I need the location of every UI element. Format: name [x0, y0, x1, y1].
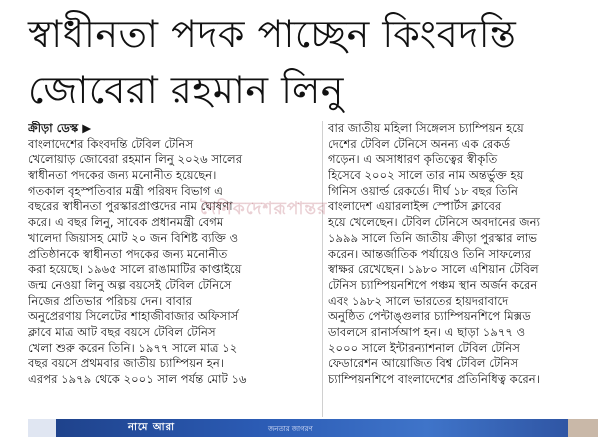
- left-column-lines: [28, 137, 320, 388]
- article-line: এরপর ১৯৭৯ থেকে ২০০১ সাল পর্যন্ত মোট ১৬: [28, 372, 247, 386]
- article-line: টেনিস চ্যাম্পিয়নশিপে পঞ্চম স্থান অর্জন করেন: [328, 277, 538, 292]
- article-line: করে। এ বছর লিনু, সাবেক প্রধানমন্ত্রী বেগম: [28, 215, 224, 230]
- article-line: খেলা শুরু করেন তিনি। ১৯৭৭ সালে মাত্র ১২: [28, 340, 238, 355]
- article-line: ২০০০ সালে ইন্টারন্যাশনাল টেবিল টেনিস: [328, 340, 520, 355]
- right-column-lines: [328, 121, 610, 388]
- article-line: স্বাক্ষর রেখেছেন। ১৯৮০ সালে এশিয়ান টেবিল: [328, 262, 539, 277]
- watermark: দৈনিকদেশরূপান্তর: [200, 199, 328, 219]
- article-line: নিজের প্রতিভার পরিচয় দেন। বাবার: [28, 293, 192, 308]
- article-line: হয়ে খেলেছেন। টেবিল টেনিসে অবদানের জন্য: [328, 215, 540, 230]
- article-line: খেলোয়াড় জোবেরা রহমান লিনু ২০২৬ সালের: [28, 152, 243, 167]
- article-line: গড়েন। এ অসাধারণ কৃতিত্বের স্বীকৃতি: [328, 152, 498, 167]
- article-line: দেশের টেবিল টেনিসে অনন্য এক রেকর্ড: [328, 136, 511, 151]
- article-line: ১৯৯৯ সালে তিনি জাতীয় ক্রীড়া পুরস্কার লাভ: [328, 230, 537, 245]
- article-line: করা হয়েছে। ১৯৬৫ সালে রাঙামাটির কাপ্তাইয়ে: [28, 262, 242, 277]
- banner-title: নামে আরা: [128, 422, 175, 433]
- article-column-right: [328, 121, 610, 388]
- article-line: গিনিস ওয়ার্ল্ড রেকর্ডে। দীর্ঘ ১৮ বছর তিনি: [328, 183, 518, 198]
- article-line: হিসেবে ২০০২ সালে তার নাম অন্তর্ভুক্ত হয়: [328, 168, 524, 183]
- column-divider: [322, 121, 323, 417]
- article-line: বাংলাদেশ এয়ারলাইন্স স্পোর্টস ক্লাবের: [328, 199, 502, 214]
- article-line: গতকাল বৃহস্পতিবার মন্ত্রী পরিষদ বিভাগ এ: [28, 183, 223, 198]
- article-line: করেন। আন্তর্জাতিক পর্যায়েও তিনি সাফল্যের: [328, 246, 532, 261]
- article-line: বছর বয়সে প্রথমবার জাতীয় চ্যাম্পিয়ন হন।: [28, 356, 224, 371]
- advertisement-banner: [28, 419, 598, 437]
- byline: ক্রীড়া ডেস্ক ▶: [28, 121, 92, 135]
- article-line: ক্লাবে মাত্র আট বছর বয়সে টেবিল টেনিস: [28, 324, 216, 339]
- banner-badge: [28, 419, 56, 437]
- article-line: বছরের স্বাধীনতা পুরস্কারপ্রাপ্তদের নাম ঘোষণা: [28, 199, 233, 214]
- article-line: বার জাতীয় মহিলা সিঙ্গেলস চ্যাম্পিয়ন হয়ে: [328, 121, 524, 135]
- banner-subtitle: জনতার জাগরণ: [268, 425, 313, 433]
- article-line: অনুপ্রেরণায় সিলেটের শাহাজীবাজার অফিসার্স: [28, 309, 239, 324]
- article-line: ফেডারেশন আয়োজিত বিশ্ব টেবিল টেনিস: [328, 356, 519, 371]
- banner-photo: [568, 419, 598, 437]
- article-line: চ্যাম্পিয়নশিপে বাংলাদেশের প্রতিনিধিত্ব করেন।: [328, 372, 540, 386]
- article-line: অনুষ্ঠিত পেন্টাঙ্গুলার চ্যাম্পিয়নশিপে মিক্সড: [328, 309, 531, 324]
- article-column-left: [28, 121, 320, 388]
- headline-line-1: স্বাধীনতা পদক পাচ্ছেন কিংবদন্তি: [28, 12, 517, 56]
- article-line: স্বাধীনতা পদকের জন্য মনোনীত হয়েছেন।: [28, 168, 217, 183]
- article-line: প্রতিষ্ঠানকে স্বাধীনতা পদকের জন্য মনোনীত: [28, 246, 228, 261]
- article-line: জন্ম নেওয়া লিনু অল্প বয়সেই টেবিল টেনিসে: [28, 277, 232, 292]
- article-line: বাংলাদেশের কিংবদন্তি টেবিল টেনিস: [28, 136, 194, 151]
- article-line: খালেদা জিয়াসহ মোট ২০ জন বিশিষ্ট ব্যক্তি ও: [28, 230, 239, 245]
- headline-line-2: জোবেরা রহমান লিনু: [28, 68, 344, 112]
- headline: [28, 6, 608, 118]
- article-line: ডাবলসে রানার্সআপ হন। এ ছাড়া ১৯৭৭ ও: [328, 324, 526, 339]
- article-line: এবং ১৯৮২ সালে ভারতের হায়দরাবাদে: [328, 293, 509, 308]
